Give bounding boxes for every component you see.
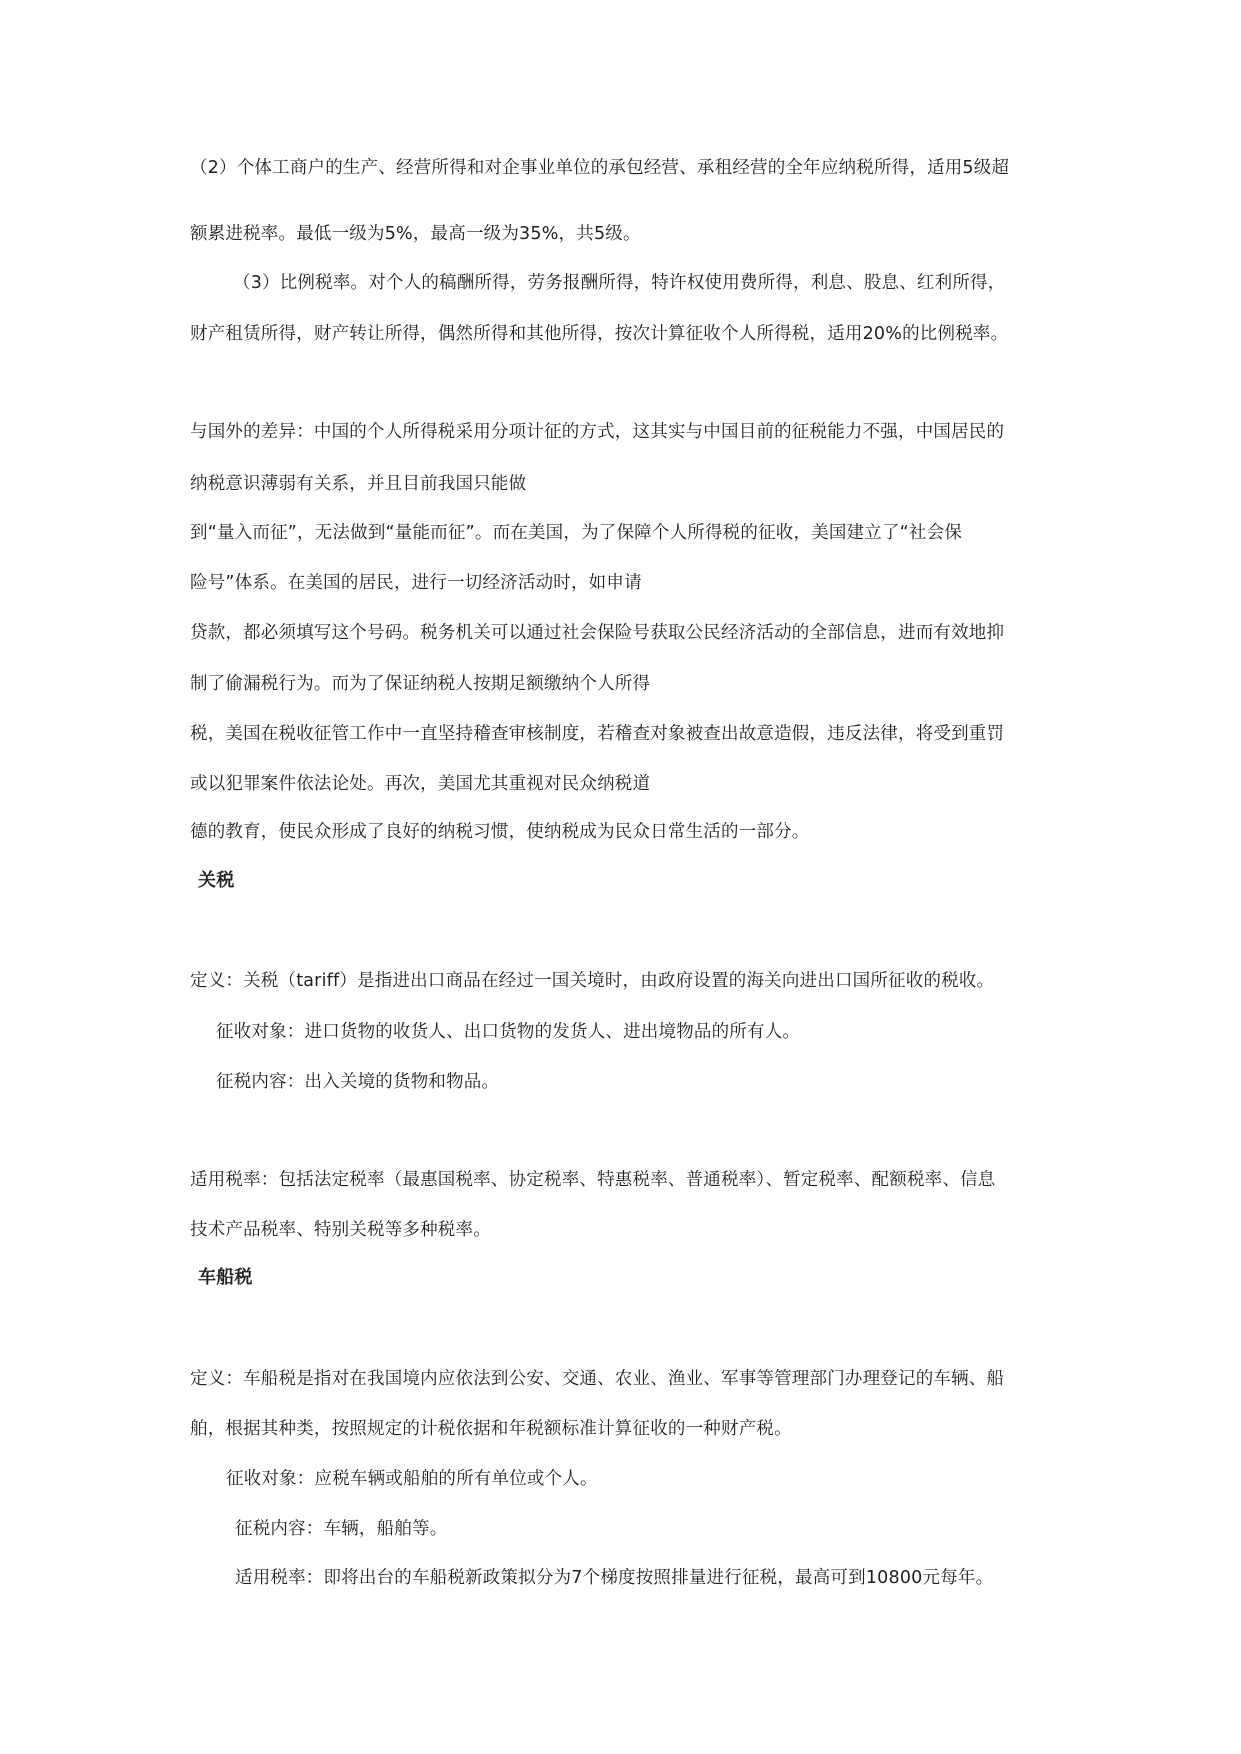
- paragraph-line: 征收对象：进口货物的收货人、出口货物的发货人、进出境物品的所有人。: [216, 1022, 801, 1042]
- paragraph-line: 财产租赁所得，财产转让所得，偶然所得和其他所得，按次计算征收个人所得税，适用20%的比例税率。: [190, 324, 1009, 344]
- paragraph-line: 到“量入而征”，无法做到“量能而征”。而在美国，为了保障个人所得税的征收，美国建立了“社会保: [190, 523, 963, 543]
- paragraph-line: 征税内容：出入关境的货物和物品。: [216, 1072, 500, 1092]
- paragraph-line: 与国外的差异：中国的个人所得税采用分项计征的方式，这其实与中国目前的征税能力不强，中国居民的: [190, 422, 1005, 442]
- paragraph-line: 适用税率：即将出台的车船税新政策拟分为7个梯度按照排量进行征税，最高可到10800元每年。: [235, 1568, 994, 1588]
- paragraph-line: 舶，根据其种类，按照规定的计税依据和年税额标准计算征收的一种财产税。: [190, 1419, 792, 1439]
- paragraph-line: 税，美国在税收征管工作中一直坚持稽查审核制度，若稽查对象被查出故意造假，违反法律，将受到重罚: [190, 724, 1005, 744]
- paragraph-line: 贷款，都必须填写这个号码。税务机关可以通过社会保险号获取公民经济活动的全部信息，进而有效地抑: [190, 623, 1005, 643]
- paragraph-line: 额累进税率。最低一级为5%，最高一级为35%，共5级。: [190, 224, 641, 244]
- paragraph-line: 险号”体系。在美国的居民，进行一切经济活动时，如申请: [190, 573, 642, 593]
- paragraph-line: 制了偷漏税行为。而为了保证纳税人按期足额缴纳个人所得: [190, 674, 651, 694]
- paragraph-line: 纳税意识薄弱有关系，并且目前我国只能做: [190, 474, 527, 494]
- paragraph-line: 定义：车船税是指对在我国境内应依法到公安、交通、农业、渔业、军事等管理部门办理登记的车辆、船: [190, 1369, 1005, 1389]
- paragraph-line: 或以犯罪案件依法论处。再次，美国尤其重视对民众纳税道: [190, 774, 651, 794]
- paragraph-line: （2）个体工商户的生产、经营所得和对企事业单位的承包经营、承租经营的全年应纳税所得，适用5级超: [190, 158, 1010, 178]
- paragraph-line: 征收对象：应税车辆或船舶的所有单位或个人。: [226, 1469, 598, 1489]
- paragraph-line: 技术产品税率、特别关税等多种税率。: [190, 1220, 491, 1240]
- paragraph-line: 征税内容：车辆，船舶等。: [235, 1519, 448, 1539]
- section-heading: 关税: [198, 870, 235, 891]
- section-heading: 车船税: [198, 1267, 253, 1288]
- paragraph-line: 适用税率：包括法定税率（最惠国税率、协定税率、特惠税率、普通税率）、暂定税率、配额税率、信息: [190, 1170, 996, 1190]
- paragraph-line: （3）比例税率。对个人的稿酬所得，劳务报酬所得，特许权使用费所得，利息、股息、红利所得，: [233, 273, 1006, 293]
- paragraph-line: 德的教育，使民众形成了良好的纳税习惯，使纳税成为民众日常生活的一部分。: [190, 822, 810, 842]
- paragraph-line: 定义：关税（tariff）是指进出口商品在经过一国关境时，由政府设置的海关向进出口国所征收的税收。: [190, 971, 995, 991]
